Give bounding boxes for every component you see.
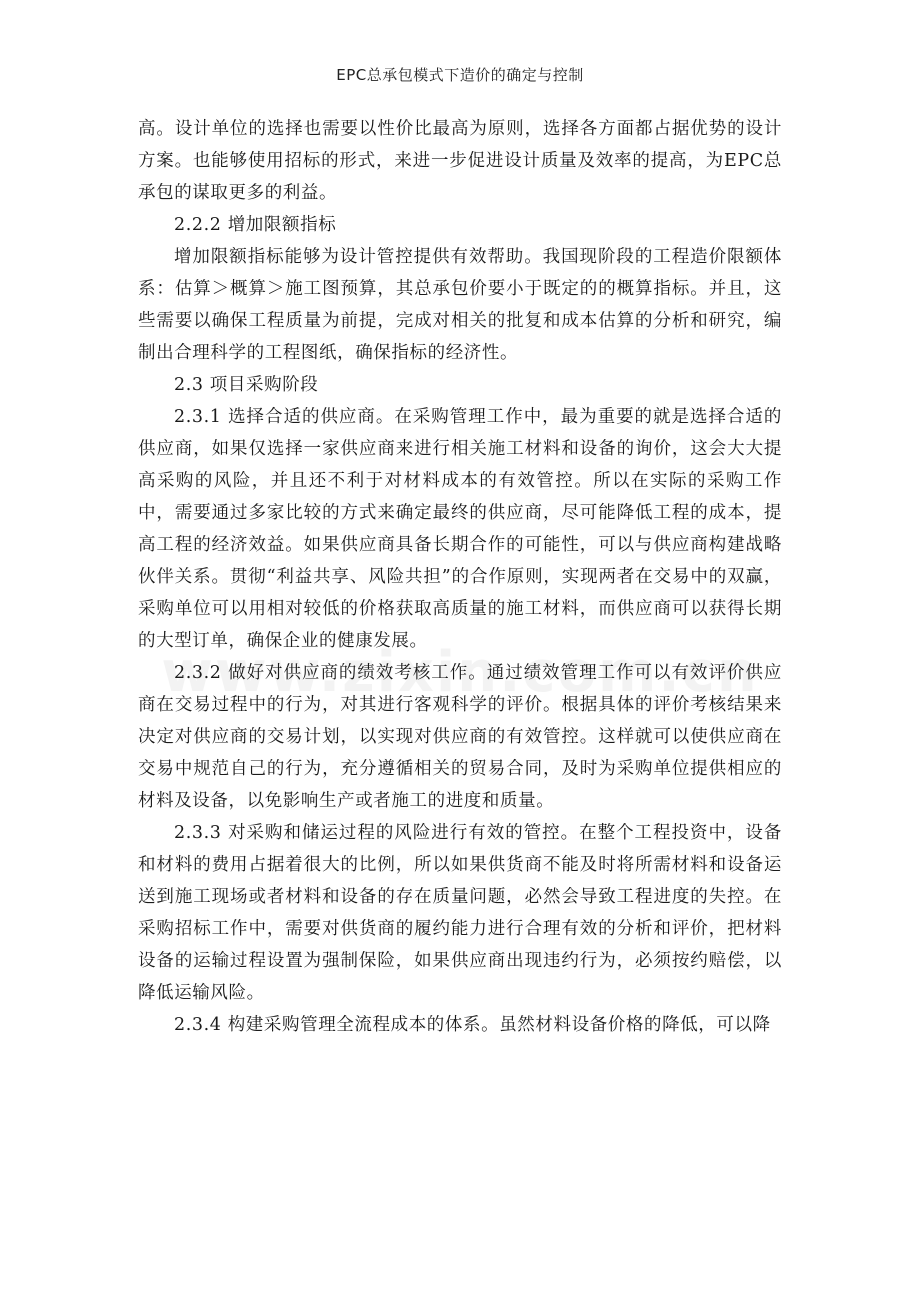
paragraph-quota-indicators: 增加限额指标能够为设计管控提供有效帮助。我国现阶段的工程造价限额体系：估算＞概算＞施工图预算，其总承包价要小于既定的的概算指标。并且，这些需要以确保工程质量为前提，完成对相关的批复和成本估算的分析和研究，编制出合理科学的工程图纸，确保指标的经济性。 <box>138 247 782 363</box>
paragraph-continuation: 高。设计单位的选择也需要以性价比最高为原则，选择各方面都占据优势的设计方案。也能够使用招标的形式，来进一步促进设计质量及效率的提高，为EPC总承包的谋取更多的利益。 <box>138 119 782 203</box>
document-body <box>138 113 782 1041</box>
page-header-title: EPC总承包模式下造价的确定与控制 <box>336 66 584 84</box>
section-heading-2-2-2: 2.2.2 增加限额指标 <box>174 215 337 235</box>
paragraph-2-3-2: 2.3.2 做好对供应商的绩效考核工作。通过绩效管理工作可以有效评价供应商在交易过程中的行为，对其进行客观科学的评价。根据具体的评价考核结果来决定对供应商的交易计划，以实现对供应商的有效管控。这样就可以使供应商在交易中规范自己的行为，充分遵循相关的贸易合同，及时为采购单位提供相应的材料及设备，以免影响生产或者施工的进度和质量。 <box>138 663 782 811</box>
paragraph-2-3-1: 2.3.1 选择合适的供应商。在采购管理工作中，最为重要的就是选择合适的供应商，如果仅选择一家供应商来进行相关施工材料和设备的询价，这会大大提高采购的风险，并且还不利于对材料成本的有效管控。所以在实际的采购工作中，需要通过多家比较的方式来确定最终的供应商，尽可能降低工程的成本，提高工程的经济效益。如果供应商具备长期合作的可能性，可以与供应商构建战略伙伴关系。贯彻“利益共享、风险共担”的合作原则，实现两者在交易中的双赢，采购单位可以用相对较低的价格获取高质量的施工材料，而供应商可以获得长期的大型订单，确保企业的健康发展。 <box>138 407 782 651</box>
paragraph-2-3-4: 2.3.4 构建采购管理全流程成本的体系。虽然材料设备价格的降低，可以降 <box>174 1015 771 1035</box>
section-heading-2-3: 2.3 项目采购阶段 <box>174 375 319 395</box>
paragraph-2-3-3: 2.3.3 对采购和储运过程的风险进行有效的管控。在整个工程投资中，设备和材料的费用占据着很大的比例，所以如果供货商不能及时将所需材料和设备运送到施工现场或者材料和设备的存在质量问题，必然会导致工程进度的失控。在采购招标工作中，需要对供货商的履约能力进行合理有效的分析和评价，把材料设备的运输过程设置为强制保险，如果供应商出现违约行为，必须按约赔偿，以降低运输风险。 <box>138 823 782 1003</box>
